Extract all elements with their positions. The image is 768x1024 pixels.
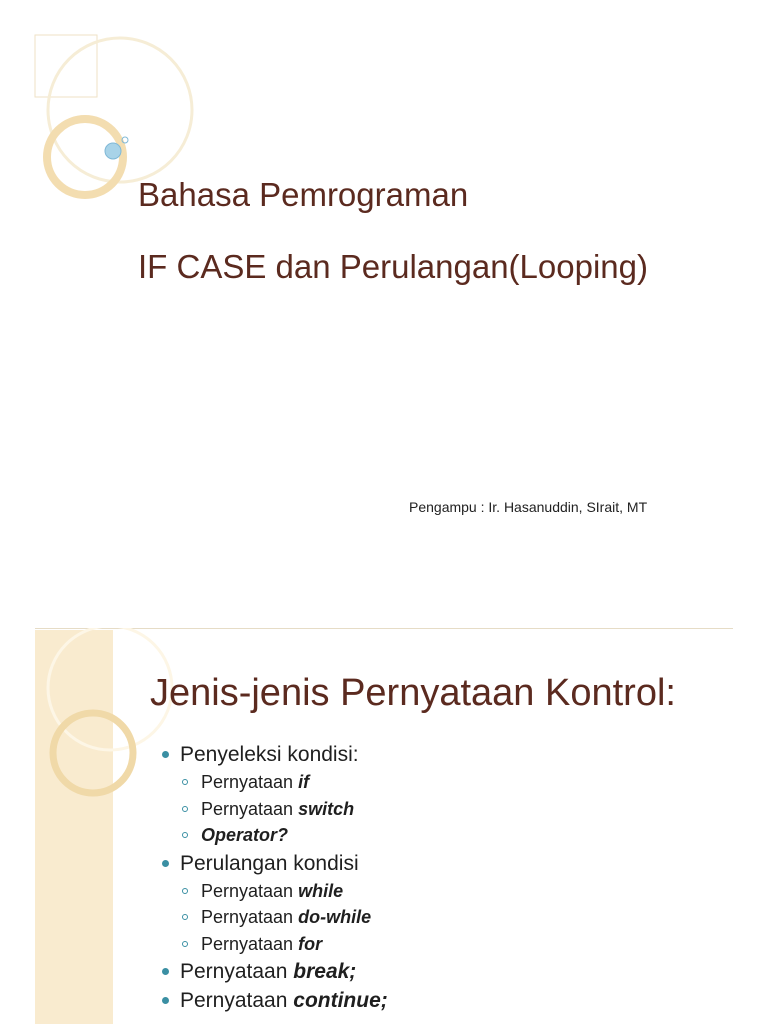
sub-list-item	[180, 769, 388, 796]
bullet-label: Perulangan kondisi	[180, 851, 359, 875]
item-keyword: do-while	[298, 907, 372, 927]
sub-list-item	[180, 904, 388, 931]
item-keyword: Operator?	[201, 825, 289, 845]
item-keyword: for	[298, 933, 323, 954]
sidebar-panel	[35, 630, 113, 1024]
list-item	[160, 986, 388, 1015]
item-keyword: while	[298, 880, 344, 901]
sub-list-item	[180, 931, 388, 958]
title-line-1: Bahasa Pemrograman	[138, 176, 469, 213]
sub-list	[180, 878, 388, 958]
list-item	[160, 849, 388, 958]
list-item	[160, 740, 388, 849]
list-item	[160, 957, 388, 986]
sub-list	[180, 769, 388, 849]
sub-list-item	[180, 878, 388, 905]
item-keyword: switch	[298, 798, 355, 819]
slide-top-border	[35, 628, 733, 629]
item-prefix: Pernyataan	[180, 960, 288, 983]
item-prefix: Pernyataan	[201, 772, 294, 792]
item-keyword: if	[298, 772, 310, 792]
item-prefix: Pernyataan	[201, 798, 294, 819]
bullet-label: Penyeleksi kondisi:	[180, 743, 359, 766]
item-keyword: continue;	[293, 989, 388, 1012]
title-line-2: IF CASE dan Perulangan(Looping)	[138, 248, 648, 285]
slide-title: Jenis-jenis Pernyataan Kontrol:	[150, 672, 676, 714]
content-slide	[0, 628, 768, 1024]
presentation-title	[138, 176, 648, 286]
control-statement-list	[160, 740, 388, 1015]
item-prefix: Pernyataan	[180, 989, 288, 1012]
item-prefix: Pernyataan	[201, 907, 294, 927]
item-prefix: Pernyataan	[201, 880, 294, 901]
item-prefix: Pernyataan	[201, 933, 294, 954]
item-keyword: break;	[293, 960, 357, 983]
author-label: Pengampu : Ir. Hasanuddin, SIrait, MT	[409, 499, 648, 515]
sub-list-item	[180, 822, 388, 849]
sub-list-item	[180, 796, 388, 823]
